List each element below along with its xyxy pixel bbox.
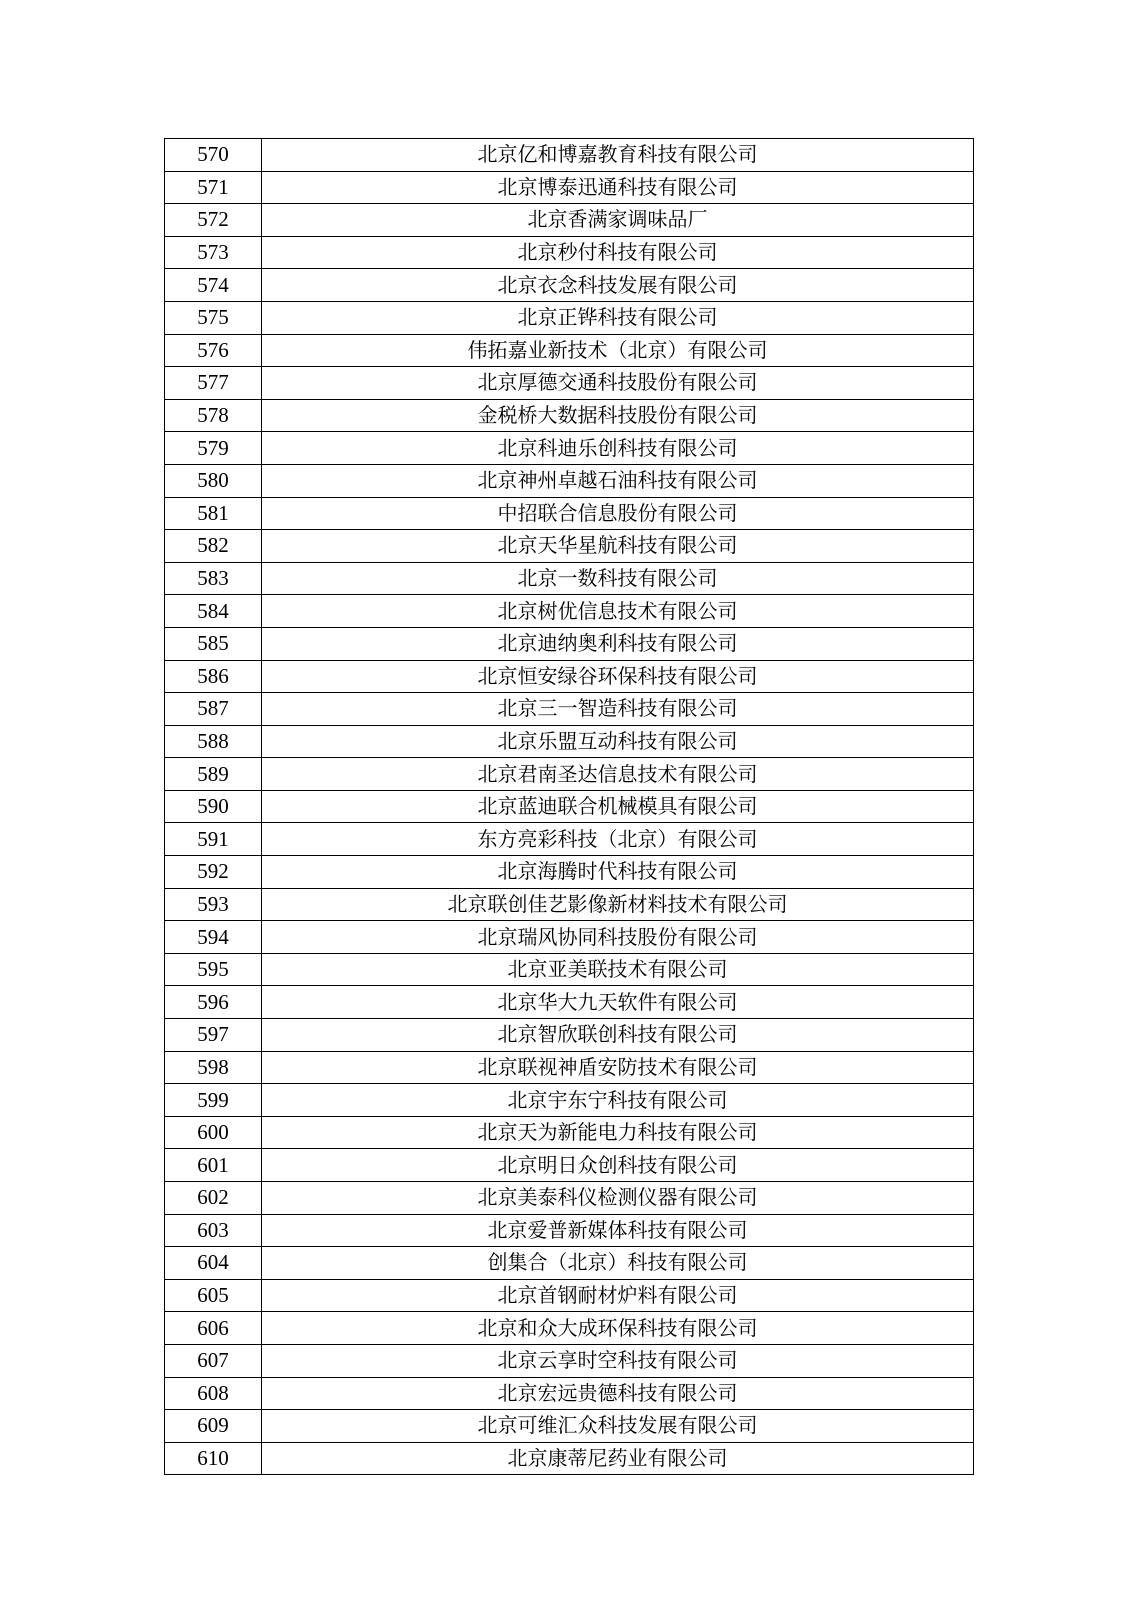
company-name-cell: 北京神州卓越石油科技有限公司 — [262, 464, 974, 497]
table-row — [165, 986, 974, 1019]
company-name-cell: 北京亚美联技术有限公司 — [262, 953, 974, 986]
company-name-cell: 北京三一智造科技有限公司 — [262, 693, 974, 726]
row-number-cell: 591 — [165, 823, 262, 856]
row-number-cell: 603 — [165, 1214, 262, 1247]
company-list-table — [164, 138, 974, 1475]
row-number-cell: 583 — [165, 562, 262, 595]
table-row — [165, 432, 974, 465]
row-number-cell: 571 — [165, 171, 262, 204]
company-name-cell: 北京科迪乐创科技有限公司 — [262, 432, 974, 465]
row-number-cell: 579 — [165, 432, 262, 465]
company-name-cell: 北京可维汇众科技发展有限公司 — [262, 1410, 974, 1443]
table-row — [165, 562, 974, 595]
company-name-cell: 北京衣念科技发展有限公司 — [262, 269, 974, 302]
company-name-cell: 北京康蒂尼药业有限公司 — [262, 1442, 974, 1475]
row-number-cell: 592 — [165, 856, 262, 889]
table-row — [165, 1442, 974, 1475]
table-row — [165, 1116, 974, 1149]
table-row — [165, 1279, 974, 1312]
company-list-table-wrapper — [164, 138, 974, 1475]
row-number-cell: 589 — [165, 758, 262, 791]
company-name-cell: 北京和众大成环保科技有限公司 — [262, 1312, 974, 1345]
company-name-cell: 北京恒安绿谷环保科技有限公司 — [262, 660, 974, 693]
company-name-cell: 北京华大九天软件有限公司 — [262, 986, 974, 1019]
company-name-cell: 北京蓝迪联合机械模具有限公司 — [262, 790, 974, 823]
table-row — [165, 171, 974, 204]
row-number-cell: 577 — [165, 367, 262, 400]
row-number-cell: 606 — [165, 1312, 262, 1345]
company-name-cell: 北京秒付科技有限公司 — [262, 236, 974, 269]
row-number-cell: 573 — [165, 236, 262, 269]
row-number-cell: 598 — [165, 1051, 262, 1084]
row-number-cell: 581 — [165, 497, 262, 530]
company-name-cell: 北京乐盟互动科技有限公司 — [262, 725, 974, 758]
table-row — [165, 693, 974, 726]
table-row — [165, 1149, 974, 1182]
table-row — [165, 758, 974, 791]
company-name-cell: 伟拓嘉业新技术（北京）有限公司 — [262, 334, 974, 367]
company-name-cell: 北京迪纳奥利科技有限公司 — [262, 627, 974, 660]
table-row — [165, 367, 974, 400]
table-row — [165, 1084, 974, 1117]
company-name-cell: 金税桥大数据科技股份有限公司 — [262, 399, 974, 432]
company-name-cell: 北京正铧科技有限公司 — [262, 301, 974, 334]
table-row — [165, 953, 974, 986]
company-name-cell: 北京一数科技有限公司 — [262, 562, 974, 595]
table-row — [165, 921, 974, 954]
row-number-cell: 610 — [165, 1442, 262, 1475]
company-name-cell: 北京爱普新媒体科技有限公司 — [262, 1214, 974, 1247]
table-body — [165, 139, 974, 1475]
row-number-cell: 575 — [165, 301, 262, 334]
table-row — [165, 236, 974, 269]
row-number-cell: 585 — [165, 627, 262, 660]
company-name-cell: 北京联创佳艺影像新材料技术有限公司 — [262, 888, 974, 921]
row-number-cell: 572 — [165, 204, 262, 237]
table-row — [165, 627, 974, 660]
row-number-cell: 609 — [165, 1410, 262, 1443]
table-row — [165, 888, 974, 921]
table-row — [165, 1377, 974, 1410]
row-number-cell: 582 — [165, 530, 262, 563]
table-row — [165, 1410, 974, 1443]
company-name-cell: 北京君南圣达信息技术有限公司 — [262, 758, 974, 791]
table-row — [165, 823, 974, 856]
table-row — [165, 204, 974, 237]
row-number-cell: 580 — [165, 464, 262, 497]
table-row — [165, 595, 974, 628]
company-name-cell: 北京天华星航科技有限公司 — [262, 530, 974, 563]
row-number-cell: 576 — [165, 334, 262, 367]
company-name-cell: 中招联合信息股份有限公司 — [262, 497, 974, 530]
table-row — [165, 1182, 974, 1215]
company-name-cell: 北京天为新能电力科技有限公司 — [262, 1116, 974, 1149]
row-number-cell: 587 — [165, 693, 262, 726]
company-name-cell: 北京云享时空科技有限公司 — [262, 1344, 974, 1377]
table-row — [165, 530, 974, 563]
row-number-cell: 608 — [165, 1377, 262, 1410]
row-number-cell: 602 — [165, 1182, 262, 1215]
company-name-cell: 北京亿和博嘉教育科技有限公司 — [262, 139, 974, 172]
row-number-cell: 593 — [165, 888, 262, 921]
company-name-cell: 北京海腾时代科技有限公司 — [262, 856, 974, 889]
company-name-cell: 北京宇东宁科技有限公司 — [262, 1084, 974, 1117]
row-number-cell: 578 — [165, 399, 262, 432]
row-number-cell: 588 — [165, 725, 262, 758]
row-number-cell: 595 — [165, 953, 262, 986]
company-name-cell: 北京首钢耐材炉料有限公司 — [262, 1279, 974, 1312]
table-row — [165, 269, 974, 302]
row-number-cell: 570 — [165, 139, 262, 172]
row-number-cell: 594 — [165, 921, 262, 954]
row-number-cell: 600 — [165, 1116, 262, 1149]
company-name-cell: 北京厚德交通科技股份有限公司 — [262, 367, 974, 400]
table-row — [165, 856, 974, 889]
table-row — [165, 399, 974, 432]
table-row — [165, 660, 974, 693]
table-row — [165, 1051, 974, 1084]
company-name-cell: 创集合（北京）科技有限公司 — [262, 1247, 974, 1280]
table-row — [165, 1344, 974, 1377]
company-name-cell: 北京联视神盾安防技术有限公司 — [262, 1051, 974, 1084]
table-row — [165, 301, 974, 334]
row-number-cell: 584 — [165, 595, 262, 628]
row-number-cell: 607 — [165, 1344, 262, 1377]
row-number-cell: 574 — [165, 269, 262, 302]
table-row — [165, 1247, 974, 1280]
row-number-cell: 599 — [165, 1084, 262, 1117]
company-name-cell: 东方亮彩科技（北京）有限公司 — [262, 823, 974, 856]
table-row — [165, 139, 974, 172]
table-row — [165, 464, 974, 497]
company-name-cell: 北京美泰科仪检测仪器有限公司 — [262, 1182, 974, 1215]
row-number-cell: 604 — [165, 1247, 262, 1280]
table-row — [165, 1214, 974, 1247]
company-name-cell: 北京香满家调味品厂 — [262, 204, 974, 237]
company-name-cell: 北京瑞风协同科技股份有限公司 — [262, 921, 974, 954]
table-row — [165, 725, 974, 758]
row-number-cell: 586 — [165, 660, 262, 693]
table-row — [165, 790, 974, 823]
table-row — [165, 1312, 974, 1345]
company-name-cell: 北京博泰迅通科技有限公司 — [262, 171, 974, 204]
row-number-cell: 596 — [165, 986, 262, 1019]
row-number-cell: 601 — [165, 1149, 262, 1182]
company-name-cell: 北京明日众创科技有限公司 — [262, 1149, 974, 1182]
company-name-cell: 北京宏远贵德科技有限公司 — [262, 1377, 974, 1410]
row-number-cell: 605 — [165, 1279, 262, 1312]
row-number-cell: 590 — [165, 790, 262, 823]
company-name-cell: 北京树优信息技术有限公司 — [262, 595, 974, 628]
table-row — [165, 334, 974, 367]
company-name-cell: 北京智欣联创科技有限公司 — [262, 1019, 974, 1052]
row-number-cell: 597 — [165, 1019, 262, 1052]
table-row — [165, 497, 974, 530]
table-row — [165, 1019, 974, 1052]
